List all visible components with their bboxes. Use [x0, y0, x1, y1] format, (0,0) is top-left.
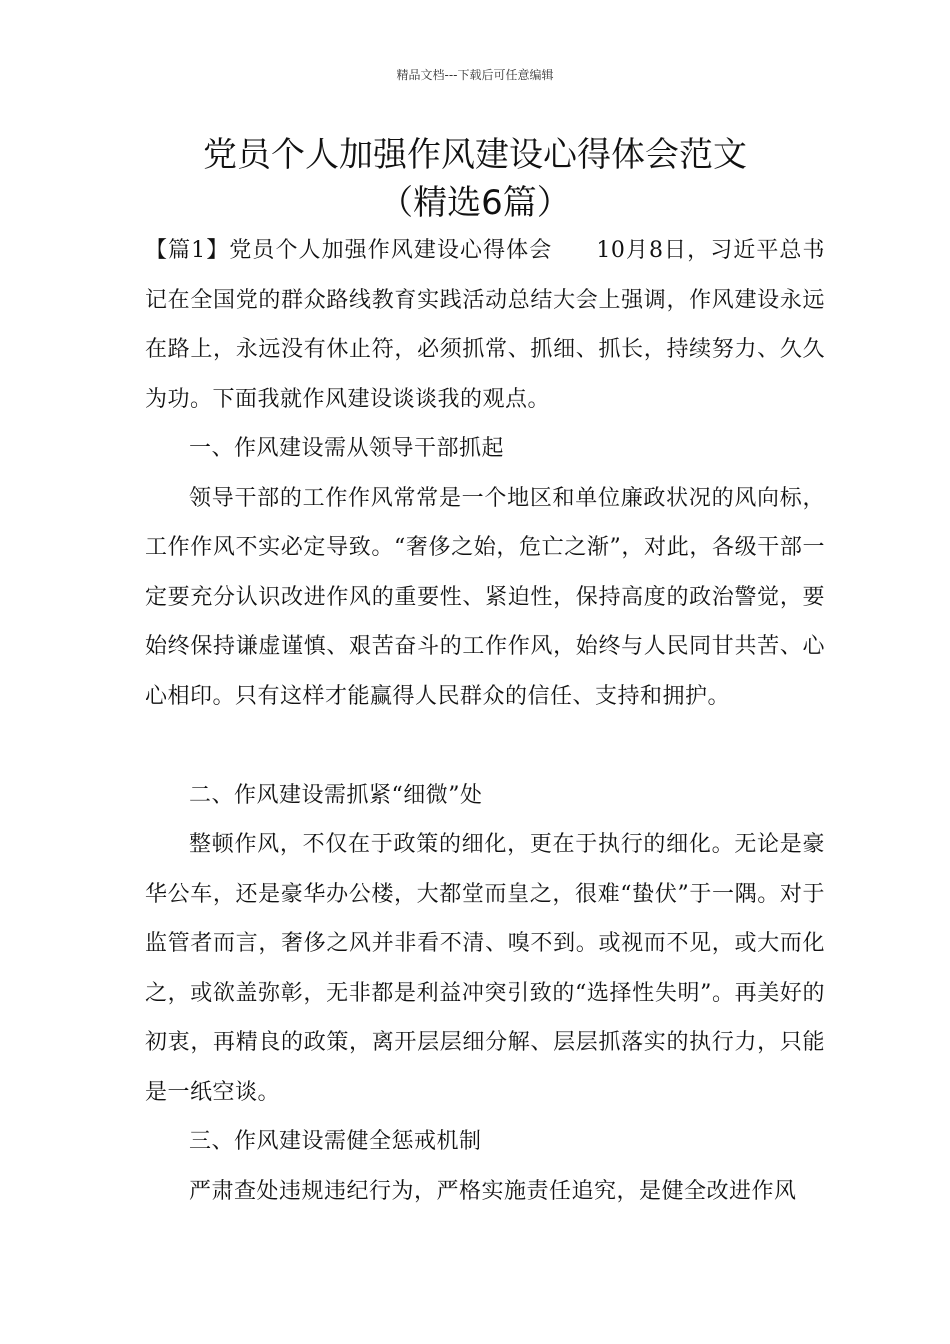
lead-label: 【篇1】党员个人加强作风建设心得体会	[145, 238, 553, 263]
document-title-line1: 党员个人加强作风建设心得体会范文	[203, 135, 747, 175]
document-title-line2: （精选6篇）	[379, 183, 571, 223]
section3-heading: 三、作风建设需健全惩戒机制	[189, 1129, 482, 1154]
lead-text: 10月8日，习近平总书记在全国党的群众路线教育实践活动总结大会上强调，作风建设永远在路上，永远没有休止符，必须抓常、抓细、抓长，持续努力、久久为功。下面我就作风建设谈谈我的观点。	[145, 238, 826, 412]
lead-paragraph	[145, 226, 825, 424]
section2-heading: 二、作风建设需抓紧“细微”处	[189, 782, 483, 808]
section3-paragraph: 严肃查处违规违纪行为，严格实施责任追究，是健全改进作风	[189, 1178, 797, 1204]
section2-paragraph: 整顿作风，不仅在于政策的细化，更在于执行的细化。无论是豪华公车，还是豪华办公楼，大都堂而皇之，很难“蛰伏”于一隅。对于监管者而言，奢侈之风并非看不清、嗅不到。或视而不见，或大而化之，或欲盖弥彰，无非都是利益冲突引致的“选择性失明”。再美好的初衷，再精良的政策，离开层层细分解、层层抓落实的执行力，只能是一纸空谈。	[145, 832, 825, 1105]
document-body	[145, 226, 825, 1216]
header-note: 精品文档---下载后可任意编辑	[396, 68, 554, 82]
section1-paragraph: 领导干部的工作作风常常是一个地区和单位廉政状况的风向标，工作作风不实必定导致。“奢侈之始，危亡之渐”，对此，各级干部一定要充分认识改进作风的重要性、紧迫性，保持高度的政治警觉，要始终保持谦虚谨慎、艰苦奋斗的工作作风，始终与人民同甘共苦、心心相印。只有这样才能赢得人民群众的信任、支持和拥护。	[145, 485, 825, 709]
paragraph-gap	[145, 721, 825, 771]
section1-heading: 一、作风建设需从领导干部抓起	[189, 436, 505, 461]
